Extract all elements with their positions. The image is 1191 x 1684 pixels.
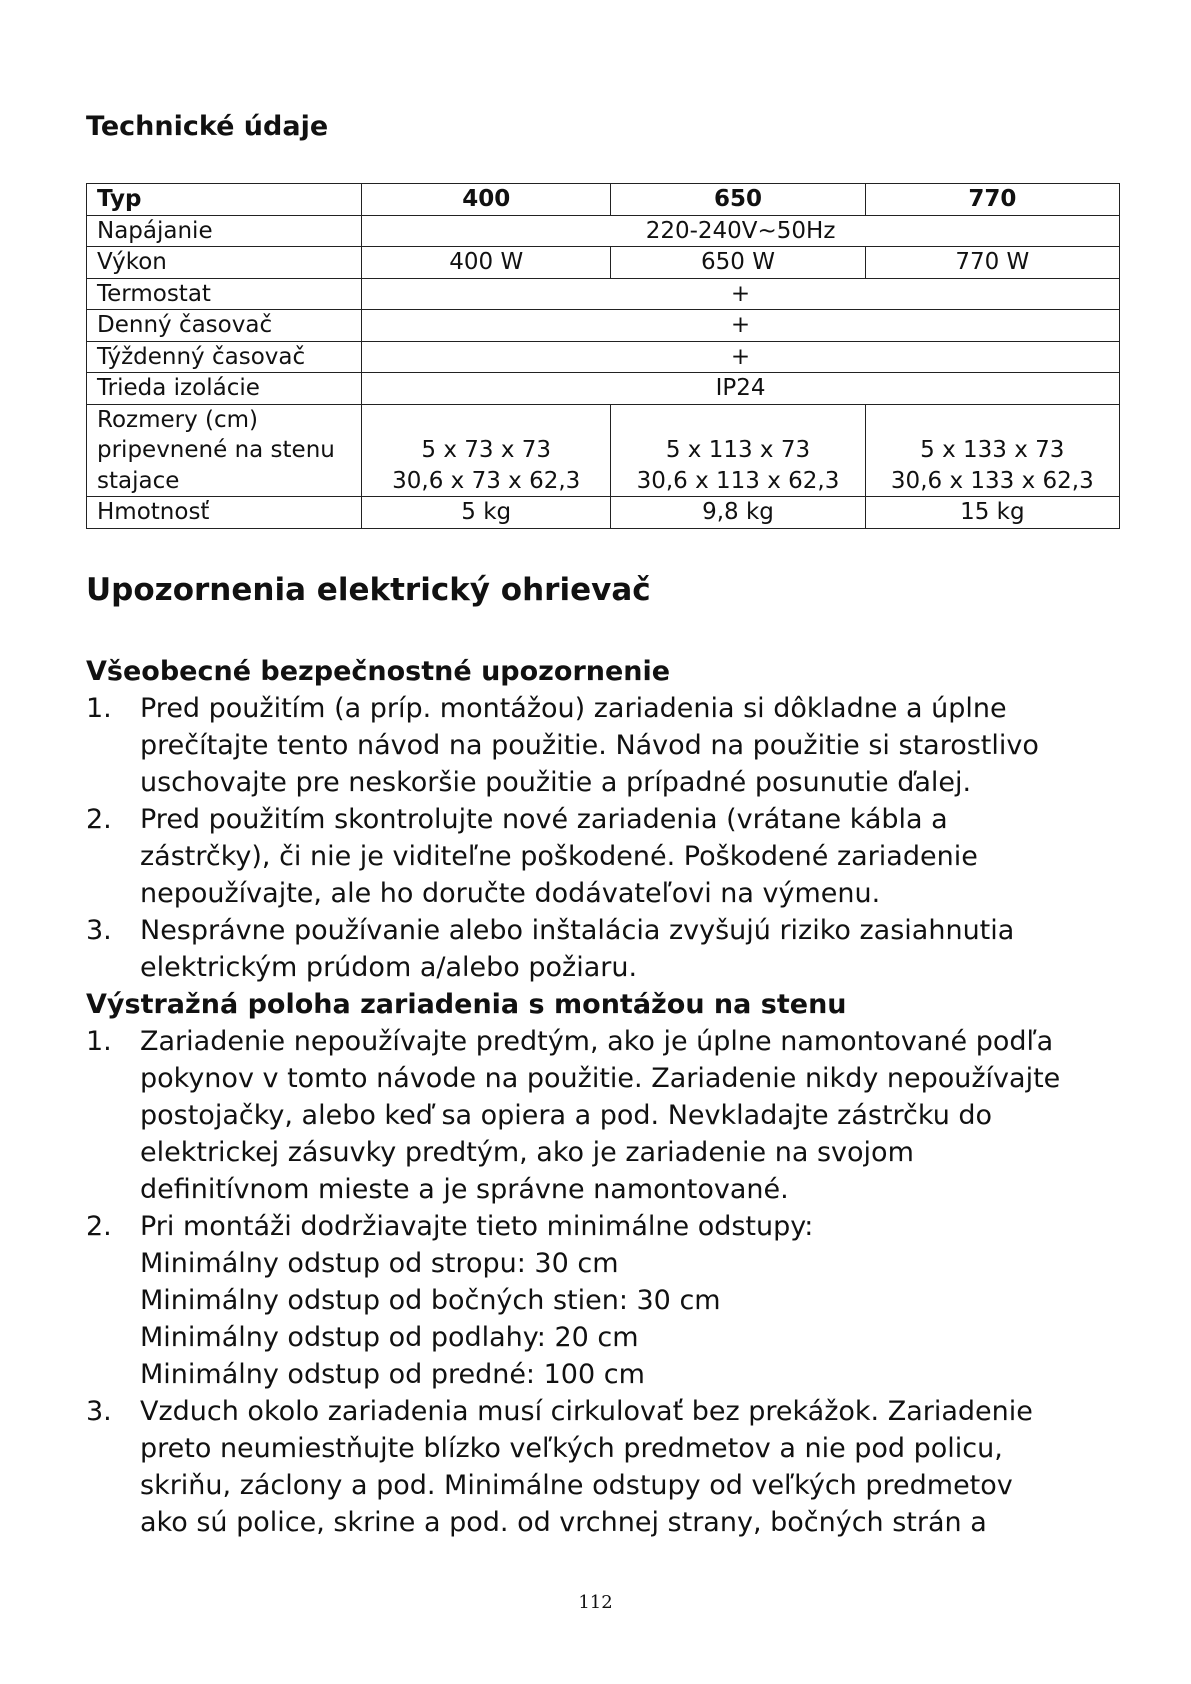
table-header-row [87, 184, 1120, 216]
dim-standing: 30,6 x 133 x 62,3 [890, 467, 1094, 494]
list-item [86, 1023, 1120, 1208]
cell-value: + [362, 310, 1120, 342]
list-line: pokynov v tomto návode na použitie. Zariadenie nikdy nepoužívajte [140, 1063, 1061, 1094]
cell-value: 770 W [865, 247, 1119, 279]
list-line: Zariadenie nepoužívajte predtým, ako je úplne namontované podľa [140, 1026, 1054, 1057]
row-label-line: Rozmery (cm) [97, 406, 259, 433]
cell-value: 9,8 kg [611, 497, 865, 529]
row-label: Týždenný časovač [87, 341, 362, 373]
list-line: elektrickej zásuvky predtým, ako je zariadenie na svojom [140, 1137, 914, 1168]
cell-value [865, 404, 1119, 497]
cell-value: + [362, 278, 1120, 310]
list-line: uschovajte pre neskoršie použitie a prípadné posunutie ďalej. [140, 767, 972, 798]
table-row [87, 247, 1120, 279]
table-row [87, 341, 1120, 373]
subheading-general-safety: Všeobecné bezpečnostné upozornenie [86, 656, 671, 687]
list-line: Pri montáži dodržiavajte tieto minimálne odstupy: [140, 1211, 814, 1242]
list-line: elektrickým prúdom a/alebo požiaru. [140, 952, 638, 983]
spec-table [86, 183, 1120, 529]
row-label: Napájanie [87, 215, 362, 247]
table-header-cell: Typ [87, 184, 362, 216]
list-line: nepoužívajte, ale ho doručte dodávateľovi na výmenu. [140, 878, 881, 909]
table-row [87, 278, 1120, 310]
list-line: zástrčky), či nie je viditeľne poškodené. Poškodené zariadenie [140, 841, 978, 872]
list-number: 2. [86, 1211, 112, 1242]
list-line: ako sú police, skrine a pod. od vrchnej strany, bočných strán a [140, 1507, 987, 1538]
table-row [87, 215, 1120, 247]
cell-value: IP24 [362, 373, 1120, 405]
wall-mounting-list [86, 1023, 1120, 1541]
row-label: Hmotnosť [87, 497, 362, 529]
cell-value: 650 W [611, 247, 865, 279]
list-item [86, 912, 1120, 986]
list-line: Vzduch okolo zariadenia musí cirkulovať bez prekážok. Zariadenie [140, 1396, 1033, 1427]
list-number: 3. [86, 1396, 112, 1427]
row-label: Trieda izolácie [87, 373, 362, 405]
list-line: preto neumiestňujte blízko veľkých predmetov a nie pod policu, [140, 1433, 1003, 1464]
list-number: 1. [86, 693, 112, 724]
cell-value: 5 kg [362, 497, 611, 529]
list-line: definitívnom mieste a je správne namontované. [140, 1174, 789, 1205]
row-label [87, 404, 362, 497]
section-title-technical-data: Technické údaje [86, 111, 329, 142]
cell-value: 220-240V~50Hz [362, 215, 1120, 247]
list-line: prečítajte tento návod na použitie. Návod na použitie si starostlivo [140, 730, 1039, 761]
general-safety-list [86, 690, 1120, 986]
cell-value [362, 404, 611, 497]
table-row-dimensions [87, 404, 1120, 497]
list-line: Pred použitím skontrolujte nové zariadenia (vrátane kábla a [140, 804, 948, 835]
list-line: skriňu, záclony a pod. Minimálne odstupy od veľkých predmetov [140, 1470, 1013, 1501]
table-header-cell: 770 [865, 184, 1119, 216]
list-line: Minimálny odstup od stropu: 30 cm [140, 1248, 619, 1279]
list-number: 2. [86, 804, 112, 835]
table-header-cell: 650 [611, 184, 865, 216]
list-item [86, 801, 1120, 912]
table-row [87, 373, 1120, 405]
section-title-warnings: Upozornenia elektrický ohrievač [86, 572, 651, 608]
warnings-body [86, 653, 1120, 1541]
list-number: 1. [86, 1026, 112, 1057]
list-line: Minimálny odstup od bočných stien: 30 cm [140, 1285, 721, 1316]
table-row [87, 497, 1120, 529]
table-row [87, 310, 1120, 342]
cell-value [611, 404, 865, 497]
cell-value: + [362, 341, 1120, 373]
list-line: Minimálny odstup od predné: 100 cm [140, 1359, 645, 1390]
dim-wall: 5 x 133 x 73 [920, 437, 1065, 463]
list-item [86, 1208, 1120, 1393]
cell-value: 400 W [362, 247, 611, 279]
list-number: 3. [86, 915, 112, 946]
row-label-line: pripevnené na stenu [97, 437, 335, 463]
dim-wall: 5 x 113 x 73 [665, 437, 811, 463]
dim-standing: 30,6 x 113 x 62,3 [636, 467, 840, 494]
list-item [86, 690, 1120, 801]
cell-value: 15 kg [865, 497, 1119, 529]
dim-standing: 30,6 x 73 x 62,3 [392, 467, 581, 494]
row-label-line: stajace [97, 467, 180, 494]
list-item [86, 1393, 1120, 1541]
table-header-cell: 400 [362, 184, 611, 216]
list-line: Pred použitím (a príp. montážou) zariadenia si dôkladne a úplne [140, 693, 1007, 724]
subheading-wall-mounting: Výstražná poloha zariadenia s montážou na stenu [86, 989, 847, 1020]
row-label: Výkon [87, 247, 362, 279]
list-line: postojačky, alebo keď sa opiera a pod. Nevkladajte zástrčku do [140, 1100, 993, 1131]
dim-wall: 5 x 73 x 73 [421, 437, 552, 463]
row-label: Termostat [87, 278, 362, 310]
list-line: Nesprávne používanie alebo inštalácia zvyšujú riziko zasiahnutia [140, 915, 1015, 946]
list-line: Minimálny odstup od podlahy: 20 cm [140, 1322, 639, 1353]
row-label: Denný časovač [87, 310, 362, 342]
page-number: 112 [578, 1592, 613, 1613]
